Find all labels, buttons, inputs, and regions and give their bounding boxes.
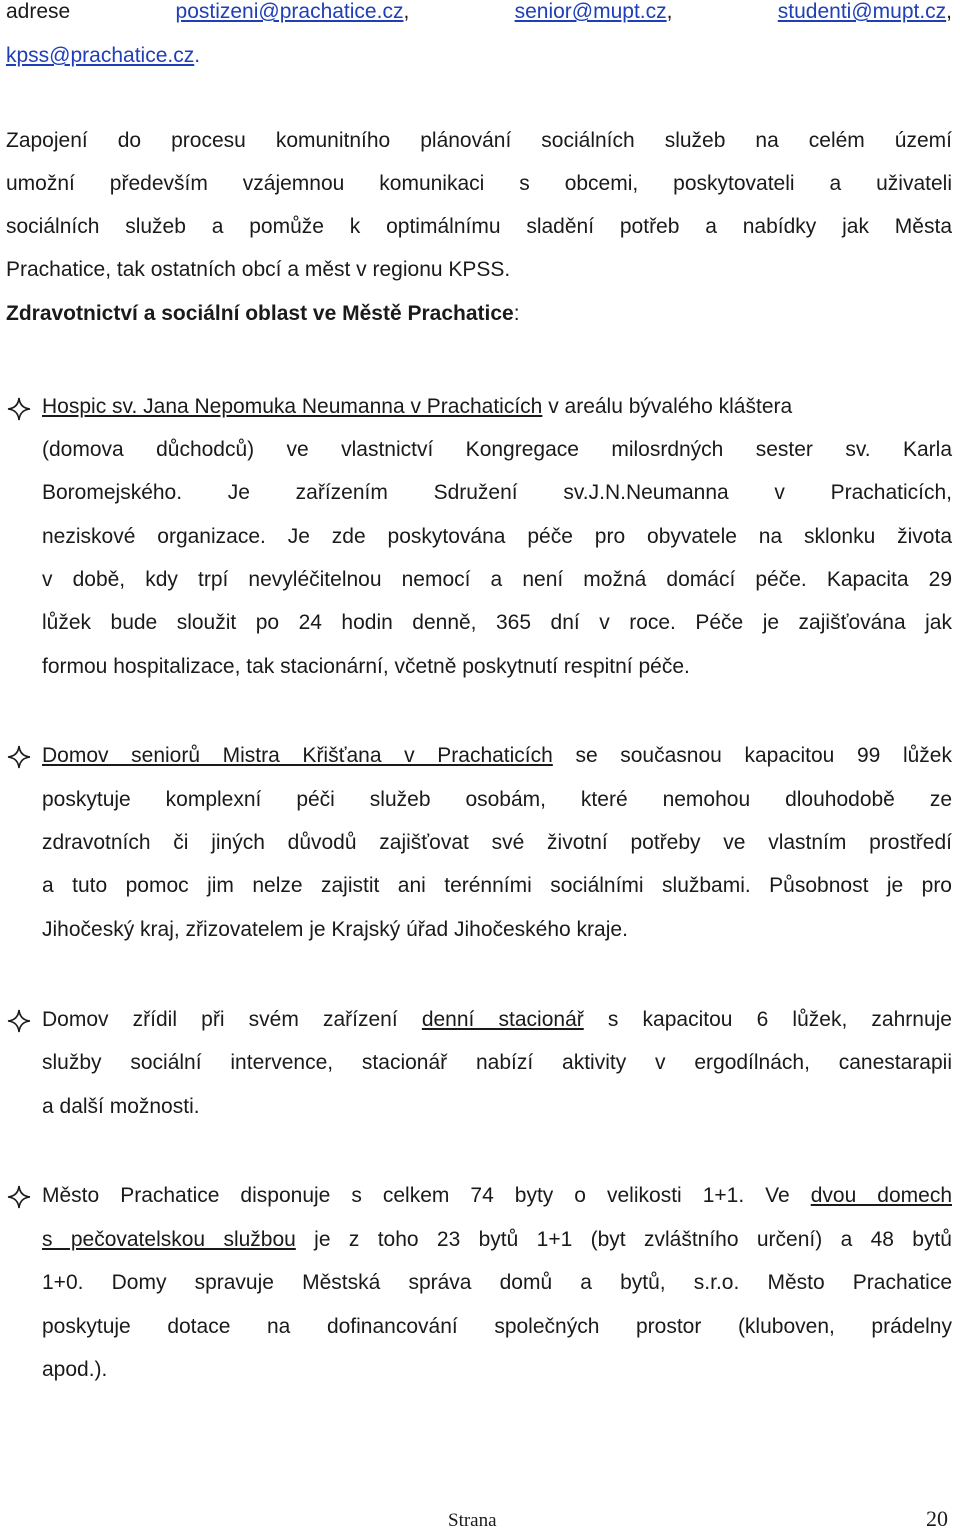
footer-page-number: 20 <box>926 1506 948 1531</box>
hospic-link[interactable]: Hospic sv. Jana Nepomuka Neumanna v Prachaticích <box>42 395 543 418</box>
period: . <box>194 44 201 67</box>
email-link-studenti[interactable]: studenti@mupt.cz <box>777 0 947 23</box>
bullet4-line-1-pre: Město Prachatice disponuje s celkem 74 byty o velikosti 1+1. Ve <box>42 1184 811 1207</box>
bullet3-line-1-post: s kapacitou 6 lůžek, zahrnuje <box>583 1008 952 1031</box>
intro-line-3: sociálních služeb a pomůže k optimálnímu sladění potřeb a nabídky jak Města <box>6 215 952 238</box>
email-link-postizeni[interactable]: postizeni@prachatice.cz <box>175 0 404 23</box>
bullet3-line-1-pre: Domov zřídil při svém zařízení <box>42 1008 422 1031</box>
email-link-kpss[interactable]: kpss@prachatice.cz <box>6 44 195 67</box>
comma: , <box>403 0 410 23</box>
dvou-domech-link[interactable]: dvou domech <box>810 1184 952 1207</box>
domov-senioru-link[interactable]: Domov seniorů Mistra Křišťana v Prachaticích <box>42 744 553 767</box>
diamond-star-bullet-icon <box>6 1184 32 1210</box>
bullet1-line-1 <box>42 395 792 419</box>
bullet3-line-1 <box>42 1008 952 1032</box>
bullet1-line-5: v době, kdy trpí nevyléčitelnou nemocí a není možná domácí péče. Kapacita 29 <box>42 568 952 591</box>
bullet1-line-6: lůžek bude sloužit po 24 hodin denně, 365 dní v roce. Péče je zajišťována jak <box>42 611 952 634</box>
footer-page-label: Strana <box>448 1510 497 1531</box>
bullet2-line-1-rest: se současnou kapacitou 99 lůžek <box>552 744 952 767</box>
contacts-line-2 <box>6 44 200 68</box>
bullet1-line-7: formou hospitalizace, tak stacionární, včetně poskytnutí respitní péče. <box>42 655 690 678</box>
bullet1-line-4: neziskové organizace. Je zde poskytována péče pro obyvatele na sklonku života <box>42 525 952 548</box>
diamond-star-bullet-icon <box>6 744 32 770</box>
bullet4-line-1 <box>42 1184 952 1208</box>
bullet4-line-2-post: je z toho 23 bytů 1+1 (byt zvláštního určení) a 48 bytů <box>295 1228 952 1251</box>
intro-line-4: Prachatice, tak ostatních obcí a měst v regionu KPSS. <box>6 258 511 281</box>
bullet2-line-2: poskytuje komplexní péči služeb osobám, které nemohou dlouhodobě ze <box>42 788 952 811</box>
bullet1-line-1-rest: v areálu bývalého kláštera <box>542 395 793 418</box>
contacts-label: adrese <box>6 0 71 23</box>
bullet4-line-2 <box>42 1228 952 1252</box>
section-heading-text: Zdravotnictví a sociální oblast ve Městě Prachatice <box>6 302 514 325</box>
email-link-senior[interactable]: senior@mupt.cz <box>514 0 667 23</box>
bullet4-line-5: apod.). <box>42 1358 108 1381</box>
bullet4-line-4: poskytuje dotace na dofinancování společných prostor (kluboven, prádelny <box>42 1315 952 1338</box>
pecovatelska-sluzba-link[interactable]: s pečovatelskou službou <box>42 1228 296 1251</box>
intro-line-2: umožní především vzájemnou komunikaci s obcemi, poskytovateli a uživateli <box>6 172 952 195</box>
contacts-line <box>6 0 952 24</box>
bullet3-line-3: a další možnosti. <box>42 1095 200 1118</box>
section-heading <box>6 302 520 326</box>
bullet2-line-5: Jihočeský kraj, zřizovatelem je Krajský úřad Jihočeského kraje. <box>42 918 628 941</box>
bullet3-line-2: služby sociální intervence, stacionář nabízí aktivity v ergodílnách, canestarapii <box>42 1051 952 1074</box>
denni-stacionar-link[interactable]: denní stacionář <box>421 1008 584 1031</box>
bullet2-line-3: zdravotních či jiných důvodů zajišťovat své životní potřeby ve vlastním prostředí <box>42 831 952 854</box>
bullet2-line-1 <box>42 744 952 768</box>
comma: , <box>946 0 953 23</box>
section-heading-colon: : <box>513 302 520 325</box>
diamond-star-bullet-icon <box>6 1008 32 1034</box>
comma: , <box>666 0 673 23</box>
intro-line-1: Zapojení do procesu komunitního plánování sociálních služeb na celém území <box>6 129 952 152</box>
bullet1-line-2: (domova důchodců) ve vlastnictví Kongregace milosrdných sester sv. Karla <box>42 438 952 461</box>
bullet2-line-4: a tuto pomoc jim nelze zajistit ani terénními sociálními službami. Působnost je pro <box>42 874 952 897</box>
bullet1-line-3: Boromejského. Je zařízením Sdružení sv.J.N.Neumanna v Prachaticích, <box>42 481 952 504</box>
bullet4-line-3: 1+0. Domy spravuje Městská správa domů a bytů, s.r.o. Město Prachatice <box>42 1271 952 1294</box>
diamond-star-bullet-icon <box>6 396 32 422</box>
